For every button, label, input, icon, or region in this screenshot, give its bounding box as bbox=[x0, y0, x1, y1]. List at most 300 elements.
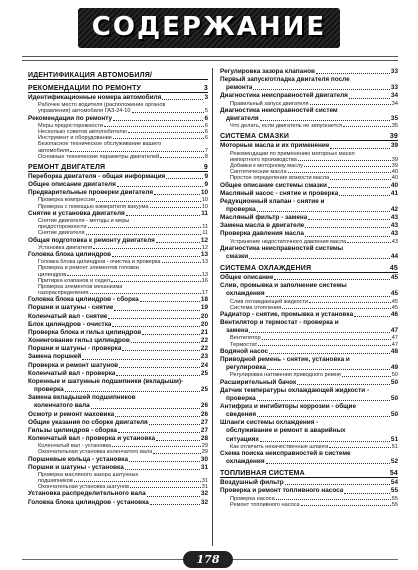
toc-entry-title: Идентификационные номера автомобиля bbox=[28, 94, 162, 101]
toc-entry-title: Поршни и шатуны - установка bbox=[28, 463, 124, 471]
toc-page-number: 34 bbox=[391, 100, 398, 107]
toc-page-number: 51 bbox=[391, 443, 398, 450]
toc-entry-title: ТОПЛИВНАЯ СИСТЕМА bbox=[220, 470, 305, 478]
toc-entry-title: Проверка давления масла bbox=[220, 230, 304, 238]
toc-page-number: 32 bbox=[200, 498, 208, 506]
toc-entry bbox=[28, 427, 208, 435]
toc-entry-title: Редукционный клапан - снятие и bbox=[220, 197, 325, 205]
dot-leader bbox=[162, 262, 201, 263]
dot-leader bbox=[86, 234, 202, 235]
dot-leader bbox=[316, 73, 390, 74]
toc-page-number: 22 bbox=[200, 345, 208, 353]
toc-entry bbox=[220, 327, 398, 335]
toc-entry bbox=[28, 115, 208, 123]
toc-entry-title: Моторные масла и их применение bbox=[220, 142, 330, 150]
toc-entry bbox=[28, 435, 208, 443]
toc-page-number: 17 bbox=[201, 290, 208, 297]
toc-page-number: 6 bbox=[204, 114, 208, 122]
toc-entry bbox=[28, 304, 208, 312]
toc-entry-title: Общее описание двигателя bbox=[28, 181, 116, 189]
dot-leader bbox=[130, 487, 201, 488]
dot-leader bbox=[82, 359, 200, 360]
toc-entry-title: Меры предосторожности bbox=[38, 122, 104, 129]
toc-entry-title: Проверка с помощью измерителя вакуума bbox=[38, 203, 149, 210]
dot-leader bbox=[260, 120, 390, 121]
dot-leader bbox=[129, 461, 200, 462]
toc-entry-title: Установка двигателя bbox=[38, 244, 92, 251]
toc-entry-title: Коленчатый вал - снятие bbox=[28, 312, 108, 320]
toc-entry-title: Несколько советов автолюбителю bbox=[38, 128, 127, 135]
toc-entry-title: Общее описание системы смазки bbox=[220, 181, 327, 189]
dot-leader bbox=[114, 310, 199, 311]
toc-page-number: 43 bbox=[390, 214, 398, 222]
toc-entry-title: Головка блока цилиндров bbox=[28, 250, 112, 258]
dot-leader bbox=[113, 120, 203, 121]
dot-leader bbox=[257, 400, 390, 401]
toc-entry bbox=[220, 198, 398, 206]
dot-leader bbox=[112, 256, 200, 257]
toc-entry bbox=[28, 490, 208, 498]
toc-page-number: 50 bbox=[390, 394, 398, 402]
toc-page-number: 9 bbox=[203, 163, 208, 171]
toc-page-number: 5 bbox=[204, 108, 208, 115]
toc-entry-title: Хонингование гильз цилиндров bbox=[28, 337, 130, 345]
dot-leader bbox=[119, 367, 200, 368]
dot-leader bbox=[108, 318, 199, 319]
dot-leader bbox=[147, 496, 200, 497]
toc-entry-title: смазки bbox=[226, 252, 249, 260]
toc-entry bbox=[28, 237, 208, 245]
toc-entry bbox=[220, 364, 398, 372]
toc-entry bbox=[220, 230, 398, 238]
toc-entry bbox=[28, 499, 208, 507]
dot-leader bbox=[153, 453, 200, 454]
toc-page-number: 25 bbox=[200, 386, 208, 394]
toc-page-number: 50 bbox=[391, 372, 398, 379]
toc-page-number: 31 bbox=[201, 484, 208, 491]
toc-entry-title: Снятие двигателя - методы и меры bbox=[38, 217, 130, 224]
dot-leader bbox=[349, 98, 390, 99]
toc-entry-title: Водяной насос bbox=[220, 347, 269, 355]
toc-page-number: 45 bbox=[389, 265, 398, 273]
toc-entry bbox=[220, 379, 398, 387]
dot-leader bbox=[70, 151, 204, 152]
toc-page-number: 43 bbox=[391, 238, 398, 245]
toc-page-number: 28 bbox=[200, 434, 208, 442]
dot-leader bbox=[257, 211, 390, 212]
toc-entry bbox=[220, 458, 398, 466]
dot-leader bbox=[162, 99, 203, 100]
toc-page-number: 45 bbox=[391, 304, 398, 311]
toc-page-number: 46 bbox=[390, 311, 398, 318]
toc-page-number: 12 bbox=[200, 236, 208, 244]
toc-entry-title: Коленчатый вал - проверка bbox=[28, 369, 116, 377]
toc-entry-title: Снятие и установка двигателя bbox=[28, 209, 125, 217]
toc-page-number: 23 bbox=[200, 353, 208, 361]
dot-leader bbox=[344, 493, 390, 494]
toc-entry bbox=[220, 502, 398, 508]
column-divider bbox=[212, 68, 213, 546]
toc-entry bbox=[28, 337, 208, 345]
toc-entry bbox=[220, 411, 398, 419]
toc-entry-title: Приводной ремень - снятие, установка и bbox=[220, 356, 350, 364]
toc-entry bbox=[220, 84, 398, 92]
top-rule bbox=[22, 56, 398, 57]
toc-entry bbox=[28, 411, 208, 419]
dot-leader bbox=[96, 201, 201, 202]
toc-entry bbox=[220, 190, 398, 198]
toc-entry-title: Снятие двигателя bbox=[38, 230, 85, 237]
toc-page-number: 10 bbox=[201, 197, 208, 204]
toc-entry-title: цилиндров bbox=[38, 271, 67, 278]
toc-entry-title: регулировка bbox=[226, 364, 267, 372]
toc-entry bbox=[220, 387, 398, 395]
toc-entry-title: Слив, промывка и заполнение системы bbox=[220, 282, 347, 290]
dot-leader bbox=[131, 342, 200, 343]
dot-leader bbox=[112, 446, 201, 447]
dot-leader bbox=[267, 369, 390, 370]
dot-leader bbox=[91, 408, 200, 409]
toc-entry bbox=[28, 370, 208, 378]
toc-entry-title: Проверка насоса bbox=[230, 495, 275, 502]
toc-entry-title: Замена масла в двигателе bbox=[220, 222, 305, 230]
toc-page-number: 13 bbox=[201, 259, 208, 266]
dot-leader bbox=[104, 126, 204, 127]
dot-leader bbox=[111, 281, 201, 282]
toc-entry bbox=[28, 456, 208, 464]
dot-leader bbox=[116, 375, 199, 376]
dot-leader bbox=[330, 148, 389, 149]
toc-entry-title: Шланги системы охлаждения - bbox=[220, 419, 319, 427]
toc-entry bbox=[28, 321, 208, 329]
toc-page-number: 6 bbox=[204, 128, 208, 135]
top-rule-thin bbox=[22, 60, 398, 61]
toc-entry bbox=[220, 115, 398, 123]
toc-page-number: 22 bbox=[200, 337, 208, 345]
toc-entry-title: Масляный насос - снятие и проверка bbox=[220, 189, 339, 197]
toc-entry-title: Рабочее место водителя (расположение органов bbox=[38, 102, 166, 109]
dot-leader bbox=[140, 301, 200, 302]
dot-leader bbox=[269, 353, 390, 354]
toc-entry bbox=[220, 206, 398, 214]
title-banner bbox=[78, 8, 340, 48]
toc-page-number: 13 bbox=[200, 250, 208, 258]
toc-entry bbox=[28, 173, 208, 181]
dot-leader bbox=[354, 316, 390, 317]
toc-page-number: 29 bbox=[201, 443, 208, 450]
toc-page-number: 12 bbox=[201, 244, 208, 251]
toc-page-number: 3 bbox=[204, 94, 208, 101]
toc-page-number: 11 bbox=[202, 224, 208, 231]
toc-entry-title: Общее описание bbox=[220, 274, 274, 282]
toc-entry-title: Синтетические масла bbox=[230, 169, 287, 176]
toc-page-number: 19 bbox=[200, 304, 208, 312]
toc-entry-title: Инструмент и оборудование bbox=[38, 135, 112, 142]
dot-leader bbox=[253, 89, 389, 90]
toc-entry-title: проверка bbox=[226, 205, 256, 213]
toc-entry-title: Система отопления bbox=[230, 304, 282, 311]
toc-entry-title: Вентилятор bbox=[230, 335, 261, 342]
toc-page-number: 9 bbox=[204, 172, 208, 180]
toc-page-number: 8 bbox=[204, 153, 208, 160]
toc-entry bbox=[220, 222, 398, 230]
toc-page-number: 24 bbox=[200, 361, 208, 369]
toc-entry bbox=[220, 290, 398, 298]
dot-leader bbox=[266, 463, 390, 464]
dot-leader bbox=[117, 186, 204, 187]
toc-section-heading bbox=[220, 261, 398, 274]
toc-entry-title: Правильный запуск двигателя bbox=[230, 100, 309, 107]
dot-leader bbox=[126, 215, 200, 216]
toc-entry-title: Расширительный бачок bbox=[220, 378, 297, 386]
toc-entry-title: Как отличить некачественные шланги bbox=[230, 443, 329, 450]
toc-entry bbox=[220, 274, 398, 282]
toc-page-number: 30 bbox=[200, 455, 208, 463]
toc-entry bbox=[220, 92, 398, 100]
toc-entry bbox=[28, 181, 208, 189]
toc-entry-title: Блок цилиндров - очистка bbox=[28, 320, 112, 328]
toc-page-number: 39 bbox=[391, 162, 398, 169]
toc-page-number: 7 bbox=[204, 147, 208, 154]
toc-entry bbox=[220, 282, 398, 290]
toc-page-number: 35 bbox=[391, 123, 398, 130]
toc-page-number: 45 bbox=[390, 274, 398, 282]
toc-entry-title: Проверка элементов механизма bbox=[38, 283, 123, 290]
toc-page-number: 21 bbox=[200, 328, 208, 336]
toc-entry-title: Основные технические параметры двигателей bbox=[38, 153, 160, 160]
dot-leader bbox=[347, 242, 390, 243]
toc-entry-title: Простое определение вязкости масла bbox=[230, 175, 330, 182]
toc-page-number: 43 bbox=[390, 222, 398, 230]
dot-leader bbox=[150, 207, 201, 208]
toc-entry-title: Добавки к моторному маслу bbox=[230, 162, 304, 169]
dot-leader bbox=[282, 308, 390, 309]
toc-entry-title: Установка распределительного вала bbox=[28, 490, 146, 498]
toc-page-number: 33 bbox=[390, 84, 398, 92]
dot-leader bbox=[260, 441, 390, 442]
toc-entry bbox=[28, 419, 208, 427]
dot-leader bbox=[305, 227, 390, 228]
toc-page-number: 35 bbox=[390, 114, 398, 122]
dot-leader bbox=[274, 279, 389, 280]
dot-leader bbox=[154, 194, 200, 195]
dot-leader bbox=[115, 416, 200, 417]
toc-entry bbox=[220, 427, 398, 435]
toc-page-number: 3 bbox=[203, 85, 208, 92]
toc-entry bbox=[28, 378, 208, 386]
toc-section-heading bbox=[28, 160, 208, 173]
toc-entry-title: Проверка и ремонт элементов головки bbox=[38, 265, 139, 272]
toc-page-number: 25 bbox=[200, 369, 208, 377]
toc-entry-title: Проверка масляного зазора шатунных bbox=[38, 471, 139, 478]
toc-entry-title: ситуациях bbox=[226, 435, 259, 443]
toc-page-number: 39 bbox=[389, 133, 398, 141]
toc-entry bbox=[28, 402, 208, 410]
toc-entry-title: двигателя bbox=[226, 114, 259, 122]
toc-entry-title: Устранение недостаточного давления масла bbox=[230, 238, 347, 245]
toc-entry bbox=[28, 353, 208, 361]
dot-leader bbox=[125, 469, 200, 470]
toc-page-number: 48 bbox=[390, 347, 398, 355]
toc-entry-title: Переборка двигателя - общая информация bbox=[28, 172, 166, 180]
dot-leader bbox=[329, 447, 390, 448]
toc-entry-title: Радиатор - снятие, промывка и установка bbox=[220, 311, 354, 318]
toc-entry-title: Безопасное техническое обслуживание вашего bbox=[38, 141, 162, 148]
toc-entry-title: газораспределения bbox=[38, 290, 89, 297]
toc-entry bbox=[220, 68, 398, 76]
dot-leader bbox=[90, 293, 201, 294]
toc-page-number: 42 bbox=[390, 205, 398, 213]
dot-leader bbox=[74, 481, 201, 482]
dot-leader bbox=[262, 339, 391, 340]
toc-entry-title: автомобиля bbox=[38, 147, 70, 154]
dot-leader bbox=[304, 166, 391, 167]
dot-leader bbox=[276, 499, 391, 500]
toc-entry-title: Коленчатый вал - установка bbox=[38, 443, 112, 450]
toc-entry-title: Головка блока цилиндров - очистка и проверка bbox=[38, 259, 161, 266]
dot-leader bbox=[301, 505, 391, 506]
toc-entry-title: Поршни и шатуны - проверка bbox=[28, 345, 122, 353]
toc-page-number: 39 bbox=[391, 156, 398, 163]
dot-leader bbox=[249, 332, 390, 333]
toc-page-number: 49 bbox=[390, 364, 398, 372]
toc-entry-title: охлаждения bbox=[226, 458, 265, 466]
dot-leader bbox=[132, 112, 204, 113]
toc-entry bbox=[28, 464, 208, 472]
toc-entry-title: Замена вкладышей подшипников bbox=[28, 394, 136, 402]
toc-entry-title: Притирка клапанов и седел bbox=[38, 277, 110, 284]
toc-entry bbox=[220, 245, 398, 253]
dot-leader bbox=[257, 416, 390, 417]
toc-entry bbox=[220, 253, 398, 261]
toc-entry bbox=[28, 210, 208, 218]
toc-page-number: 40 bbox=[391, 175, 398, 182]
toc-entry bbox=[28, 313, 208, 321]
toc-entry-title: проверка bbox=[34, 386, 64, 394]
toc-entry-title: Вентилятор и термостат - проверка и bbox=[220, 319, 339, 327]
toc-page-number: 9 bbox=[204, 181, 208, 189]
toc-entry-title: Проверка компрессии bbox=[38, 197, 96, 204]
toc-section-heading bbox=[220, 466, 398, 479]
toc-entry-title: РЕКОМЕНДАЦИИ ПО РЕМОНТУ bbox=[28, 85, 142, 92]
toc-right-column bbox=[220, 68, 398, 508]
toc-entry-title: коленчатого вала bbox=[34, 402, 90, 410]
toc-page-number: 18 bbox=[200, 296, 208, 304]
toc-entry bbox=[220, 487, 398, 495]
toc-entry bbox=[220, 182, 398, 190]
toc-entry-title: Коленчатый вал - проверка и установка bbox=[28, 434, 156, 442]
toc-page-number: 6 bbox=[204, 122, 208, 129]
toc-entry bbox=[220, 403, 398, 411]
toc-page-number: 45 bbox=[390, 290, 398, 298]
dot-leader bbox=[166, 178, 203, 179]
toc-entry bbox=[220, 348, 398, 356]
toc-entry bbox=[28, 189, 208, 197]
toc-entry-title: Проверка и ремонт топливного насоса bbox=[220, 487, 344, 495]
dot-leader bbox=[113, 138, 204, 139]
toc-entry bbox=[28, 345, 208, 353]
toc-entry-title: РЕМОНТ ДВИГАТЕЛЯ bbox=[28, 163, 106, 171]
toc-entry-title: Диагностика неисправностей двигателя bbox=[220, 92, 348, 100]
toc-entry bbox=[220, 142, 398, 150]
toc-entry-title: Воздушный фильтр bbox=[220, 479, 284, 487]
dot-leader bbox=[308, 219, 390, 220]
toc-left-column bbox=[28, 68, 208, 507]
toc-entry bbox=[220, 479, 398, 487]
dot-leader bbox=[266, 296, 390, 297]
dot-leader bbox=[156, 242, 200, 243]
toc-page-number: 50 bbox=[390, 411, 398, 419]
toc-page-number: 55 bbox=[391, 501, 398, 508]
toc-page-number: 43 bbox=[390, 230, 398, 238]
toc-page-number: 29 bbox=[201, 449, 208, 456]
dot-leader bbox=[309, 302, 391, 303]
dot-leader bbox=[149, 424, 200, 425]
dot-leader bbox=[328, 187, 390, 188]
page-title: СОДЕРЖАНИЕ bbox=[91, 12, 327, 42]
toc-page-number: 50 bbox=[390, 378, 398, 386]
toc-entry-title: Датчик температуры охлаждающей жидкости - bbox=[220, 386, 370, 394]
toc-page-number: 10 bbox=[201, 203, 208, 210]
toc-page-number: 55 bbox=[390, 487, 398, 495]
toc-page-number: 40 bbox=[391, 169, 398, 176]
toc-entry-title: предосторожности bbox=[38, 224, 87, 231]
dot-leader bbox=[285, 484, 390, 485]
toc-page-number: 40 bbox=[390, 181, 398, 189]
dot-leader bbox=[330, 179, 390, 180]
toc-entry-title: Термостат bbox=[230, 341, 258, 348]
toc-entry bbox=[220, 419, 398, 427]
toc-page-number: 31 bbox=[200, 463, 208, 471]
toc-entry-title: Поршневые кольца - установка bbox=[28, 455, 129, 463]
toc-page-number: 13 bbox=[201, 271, 208, 278]
dot-leader bbox=[67, 275, 201, 276]
dot-leader bbox=[142, 334, 200, 335]
toc-entry-title: Масляный фильтр - замена bbox=[220, 214, 308, 222]
toc-page-number: 26 bbox=[200, 402, 208, 410]
toc-entry-title: Антифриз и ингибиторы коррозии - общие bbox=[220, 403, 357, 411]
dot-leader bbox=[298, 160, 391, 161]
toc-page-number: 26 bbox=[200, 410, 208, 418]
toc-entry-title: Регулировка натяжения приводного ремня bbox=[230, 372, 341, 379]
toc-page-number: 34 bbox=[390, 92, 398, 100]
toc-page-number: 31 bbox=[201, 478, 208, 485]
toc-entry-title: Головка блока цилиндров - установка bbox=[28, 498, 149, 506]
toc-page-number: 41 bbox=[390, 189, 398, 197]
toc-page-number: 16 bbox=[201, 277, 208, 284]
toc-entry-title: Предварительные проверки двигателя bbox=[28, 189, 154, 197]
dot-leader bbox=[150, 504, 200, 505]
toc-entry-title: Диагностика неисправностей систем bbox=[220, 106, 338, 114]
toc-entry-title: Общие указания по сборке двигателя bbox=[28, 418, 148, 426]
toc-page-number: 6 bbox=[204, 135, 208, 142]
toc-entry-title: замена bbox=[226, 327, 249, 335]
toc-entry-title: Проверка и ремонт шатунов bbox=[28, 361, 119, 369]
toc-entry-title: Рекомендации по применению моторных масел bbox=[230, 150, 355, 157]
toc-entry-title: Первый запуск/отладка двигателя после bbox=[220, 76, 350, 84]
toc-entry-title: СИСТЕМА ОХЛАЖДЕНИЯ bbox=[220, 265, 312, 273]
toc-page-number: 44 bbox=[390, 252, 398, 260]
toc-section-heading bbox=[220, 129, 398, 142]
toc-page-number: 27 bbox=[200, 418, 208, 426]
toc-entry-title: Головка блока цилиндров - сборка bbox=[28, 296, 139, 304]
toc-entry-title: Проверка блока и гильз цилиндров bbox=[28, 328, 142, 336]
dot-leader bbox=[160, 157, 204, 158]
toc-entry bbox=[28, 394, 208, 402]
toc-entry-title: Осмотр и ремонт маховика bbox=[28, 410, 115, 418]
dot-leader bbox=[156, 440, 200, 441]
toc-entry-title: Коренные и шатунные подшипники (вкладыши)- bbox=[28, 377, 184, 385]
